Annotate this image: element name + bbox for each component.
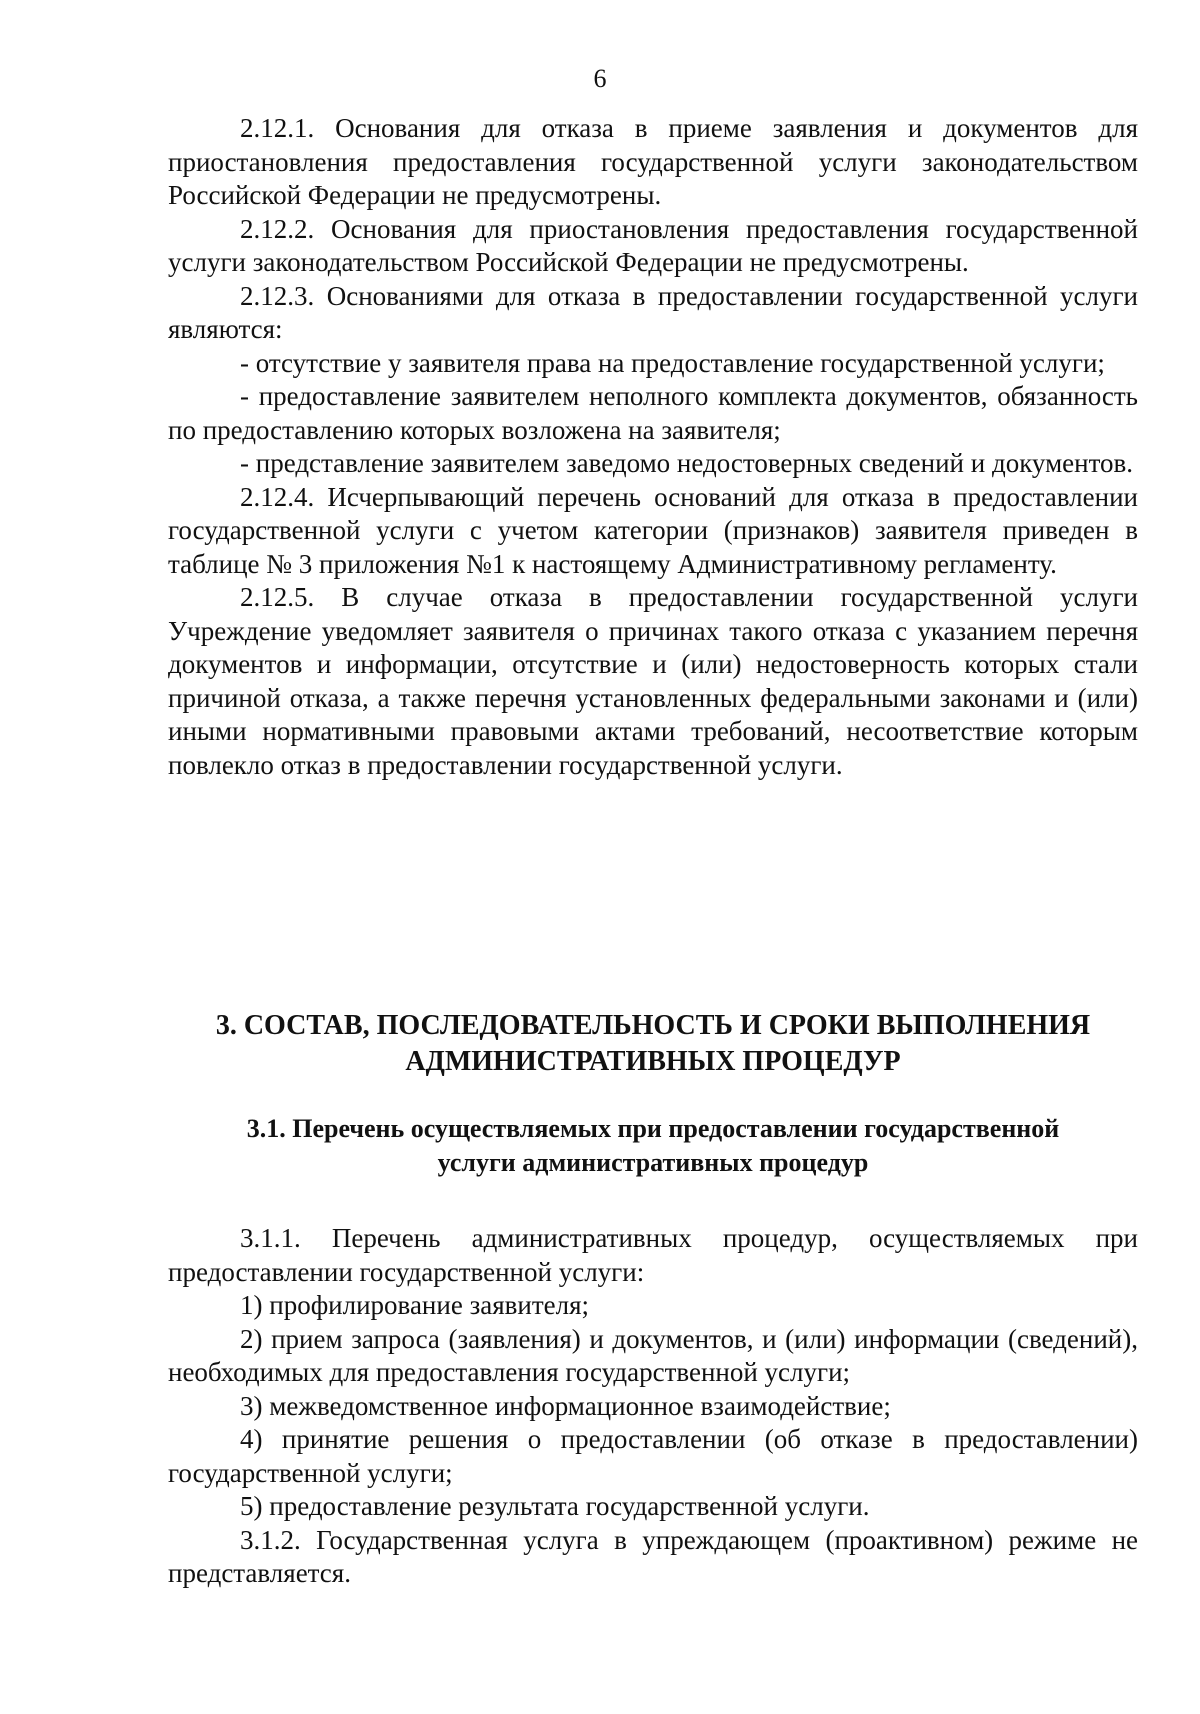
list-item: 4) принятие решения о предоставлении (об отказе в предоставлении) государственной услуги; [168, 1424, 1138, 1488]
section-3-heading-line: 3. СОСТАВ, ПОСЛЕДОВАТЕЛЬНОСТЬ И СРОКИ ВЫПОЛНЕНИЯ [215, 1010, 1091, 1041]
section-3-heading [168, 1008, 1138, 1080]
list-item: 3) межведомственное информационное взаимодействие; [240, 1390, 891, 1421]
section-3-heading-line: АДМИНИСТРАТИВНЫХ ПРОЦЕДУР [405, 1046, 901, 1077]
bullet-item: - отсутствие у заявителя права на предоставление государственной услуги; [240, 347, 1105, 378]
section-2-12-text [168, 112, 1138, 782]
list-item: 5) предоставление результата государственной услуги. [240, 1491, 870, 1521]
paragraph-2-12-4: 2.12.4. Исчерпывающий перечень оснований для отказа в предоставлении государственной услуги с учетом категории (признаков) заявителя приведен в таблице № 3 приложения №1 к настоящему Административному регламенту. [168, 481, 1138, 579]
bullet-item: - представление заявителем заведомо недостоверных сведений и документов. [240, 448, 1134, 478]
subsection-3-1-heading [168, 1112, 1138, 1180]
section-3-1-text [168, 1222, 1138, 1591]
subsection-3-1-heading-line: 3.1. Перечень осуществляемых при предоставлении государственной [246, 1114, 1060, 1143]
page-number: 6 [593, 64, 607, 93]
paragraph-3-1-2: 3.1.2. Государственная услуга в упреждающем (проактивном) режиме не представляется. [168, 1524, 1138, 1588]
subsection-3-1-heading-line: услуги административных процедур [437, 1148, 869, 1177]
paragraph-2-12-1: 2.12.1. Основания для отказа в приеме заявления и документов для приостановления предоставления государственной услуги законодательством Российской Федерации не предусмотрены. [168, 113, 1138, 210]
list-item: 1) профилирование заявителя; [240, 1290, 590, 1320]
paragraph-2-12-2: 2.12.2. Основания для приостановления предоставления государственной услуги законодательством Российской Федерации не предусмотрены. [168, 213, 1138, 277]
bullet-item: - предоставление заявителем неполного комплекта документов, обязанность по предоставлению которых возложена на заявителя; [168, 381, 1138, 445]
paragraph-2-12-5: 2.12.5. В случае отказа в предоставлении государственной услуги Учреждение уведомляет заявителя о причинах такого отказа с указанием перечня документов и информации, отсутствие и (или) недостоверность которых стали причиной отказа, а также перечня установленных федеральными законами и (или) иными нормативными правовыми актами требований, несоответствие которым повлекло отказ в предоставлении государственной услуги. [168, 582, 1138, 780]
paragraph-3-1-1: 3.1.1. Перечень административных процедур, осуществляемых при предоставлении государственной услуги: [168, 1223, 1138, 1287]
paragraph-2-12-3: 2.12.3. Основаниями для отказа в предоставлении государственной услуги являются: [168, 280, 1138, 344]
list-item: 2) прием запроса (заявления) и документов, и (или) информации (сведений), необходимых для предоставления государственной услуги; [168, 1323, 1138, 1387]
